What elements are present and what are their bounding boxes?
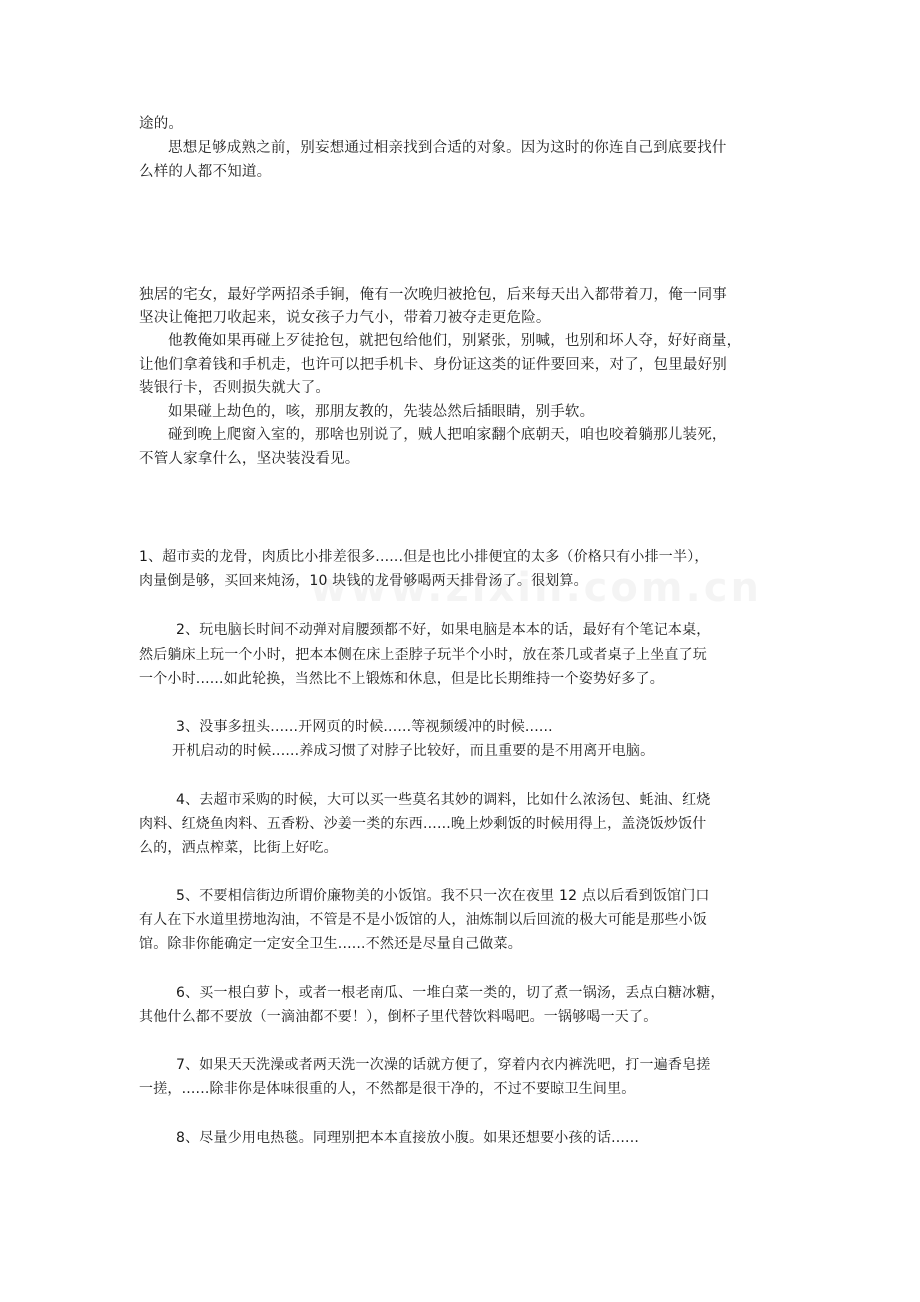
paragraph-line: 么样的人都不知道。 bbox=[139, 164, 272, 180]
tip-4-line: 么的，洒点榨菜，比街上好吃。 bbox=[139, 840, 338, 856]
tip-7-line: 一搓，......除非你是体味很重的人，不然都是很干净的，不过不要晾卫生间里。 bbox=[139, 1081, 636, 1097]
tip-6-line: 6、买一根白萝卜，或者一根老南瓜、一堆白菜一类的，切了煮一锅汤，丢点白糖冰糖， bbox=[176, 985, 725, 1001]
paragraph-line: 坚决让俺把刀收起来，说女孩子力气小，带着刀被夺走更危险。 bbox=[139, 310, 551, 326]
tip-3-line: 开机启动的时候......养成习惯了对脖子比较好，而且重要的是不用离开电脑。 bbox=[172, 743, 655, 759]
paragraph-line: 思想足够成熟之前，别妄想通过相亲找到合适的对象。因为这时的你连自己到底要找什 bbox=[168, 140, 727, 156]
tip-2-line: 然后躺床上玩一个小时，把本本侧在床上歪脖子玩半个小时，放在茶几或者桌子上坐直了玩 bbox=[139, 647, 707, 663]
paragraph-line: 如果碰上劫色的，咳，那朋友教的，先装怂然后插眼睛，别手软。 bbox=[168, 404, 595, 420]
tip-7-line: 7、如果天天洗澡或者两天洗一次澡的话就方便了，穿着内衣内裤洗吧，打一遍香皂搓 bbox=[176, 1057, 711, 1073]
paragraph-line: 碰到晚上爬窗入室的，那啥也别说了，贼人把咱家翻个底朝天，咱也咬着躺那儿装死， bbox=[168, 427, 727, 443]
tip-1-line: 肉量倒是够，买回来炖汤，10 块钱的龙骨够喝两天排骨汤了。很划算。 bbox=[139, 573, 588, 589]
tip-5-line: 馆。除非你能确定一定安全卫生......不然还是尽量自己做菜。 bbox=[139, 936, 522, 952]
tip-6-line: 其他什么都不要放（一滴油都不要！），倒杯子里代替饮料喝吧。一锅够喝一天了。 bbox=[139, 1009, 658, 1025]
tip-4-line: 4、去超市采购的时候，大可以买一些莫名其妙的调料，比如什么浓汤包、蚝油、红烧 bbox=[176, 792, 711, 808]
tip-8-line: 8、尽量少用电热毯。同理别把本本直接放小腹。如果还想要小孩的话...... bbox=[176, 1130, 640, 1146]
tip-1-line: 1、超市卖的龙骨，肉质比小排差很多......但是也比小排便宜的太多（价格只有小排一半）， bbox=[139, 549, 709, 565]
paragraph-line: 途的。 bbox=[139, 116, 184, 132]
tip-5-line: 5、不要相信街边所谓价廉物美的小饭馆。我不只一次在夜里 12 点以后看到饭馆门口 bbox=[176, 888, 710, 904]
paragraph-line: 让他们拿着钱和手机走，也许可以把手机卡、身份证这类的证件要回来，对了，包里最好别 bbox=[139, 357, 727, 373]
tip-2-line: 2、玩电脑长时间不动弹对肩腰颈都不好，如果电脑是本本的话，最好有个笔记本桌， bbox=[176, 622, 711, 638]
tip-3-line: 3、没事多扭头......开网页的时候......等视频缓冲的时候...... bbox=[176, 719, 553, 735]
tip-5-line: 有人在下水道里捞地沟油，不管是不是小饭馆的人，油炼制以后回流的极大可能是那些小饭 bbox=[139, 912, 707, 928]
paragraph-line: 装银行卡，否则损失就大了。 bbox=[139, 380, 331, 396]
paragraph-line: 他教俺如果再碰上歹徒抢包，就把包给他们，别紧张，别喊，也别和坏人夺，好好商量， bbox=[168, 333, 742, 349]
paragraph-line: 不管人家拿什么，坚决装没看见。 bbox=[139, 451, 360, 467]
paragraph-line: 独居的宅女，最好学两招杀手锏，俺有一次晚归被抢包，后来每天出入都带着刀，俺一同事 bbox=[139, 287, 727, 303]
tip-2-line: 一个小时......如此轮换，当然比不上锻炼和休息，但是比长期维持一个姿势好多了。 bbox=[139, 671, 664, 687]
tip-4-line: 肉料、红烧鱼肉料、五香粉、沙姜一类的东西......晚上炒剩饭的时候用得上，盖浇饭炒饭什 bbox=[139, 816, 707, 832]
